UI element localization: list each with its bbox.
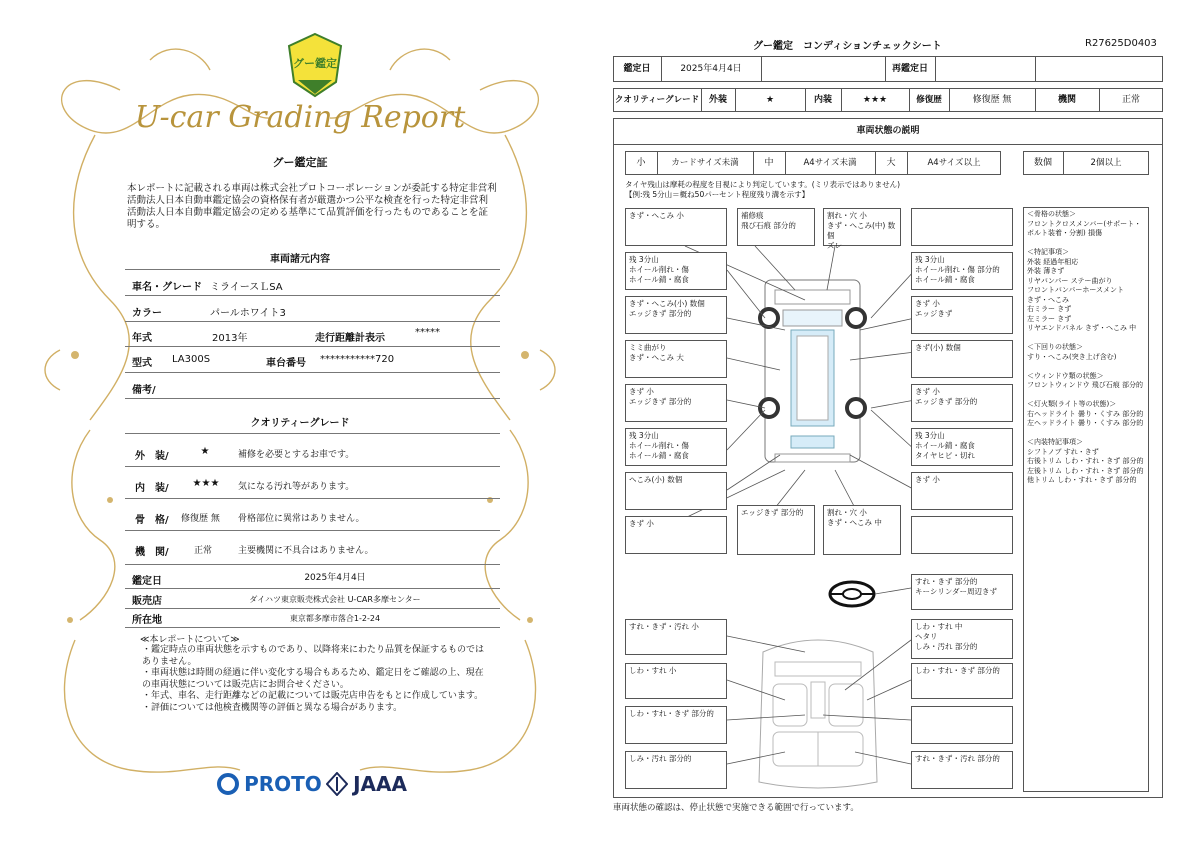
interior-note: しみ・汚れ 部分的 <box>625 751 727 789</box>
exterior-note: 残 3分山 ホイール削れ・傷 部分的 ホイール錆・腐食 <box>911 252 1013 290</box>
side-notes: ＜骨格の状態＞ フロントクロスメンバー(サポート・ボルト装着・分割) 損傷 ＜特記事項＞ 外装 経過年相応 外装 薄きず リヤバンパー ステー曲がり フロントバンパーホースメント きず・へこみ 右ミラー きず 左ミラー きず リヤエンドパネル きず・へこみ 中 ＜下回りの状態＞ すり・へこみ(突き上げ含む) ＜ウィンドウ類の状態＞ フロントウィンドウ 飛び石痕 部分的 ＜灯火類(ライト等の状態)＞ 右ヘッドライト 曇り・くすみ 部分的 左ヘッドライト 曇り・くすみ 部分的 ＜内装特記事項＞ シフトノブ すれ・きず 右後トリム しわ・すれ・きず 部分的 左後トリム しわ・すれ・きず 部分的 他トリム しわ・すれ・きず 部分的 <box>1023 207 1149 792</box>
repair-value: 修復歴 無 <box>972 95 1012 105</box>
color-value: パールホワイト3 <box>210 308 286 319</box>
note-item: ・車両状態は時間の経過に伴い変化する場合もあるため、鑑定日をご確認の上、現在の車両状態については販売店にお問合せください。 <box>142 668 484 690</box>
divider <box>125 372 500 373</box>
proto-logo: PROTO <box>217 772 322 796</box>
tire-example: 【例:残 5分山＝概ね50パーセント程度残り溝を示す】 <box>625 190 810 199</box>
remarks-label: 備考/ <box>132 385 156 396</box>
badge-label: グー鑑定 <box>293 57 337 70</box>
model-value: LA300S <box>172 354 211 365</box>
exterior-value: ★ <box>765 95 775 105</box>
legend-count-desc: 2個以上 <box>1090 158 1122 168</box>
notes-heading: ≪本レポートについて≫ <box>140 635 240 645</box>
sheet-title: グー鑑定 コンディションチェックシート <box>753 41 942 52</box>
note-item: ・評価については他検査機関等の評価と異なる場合があります。 <box>142 702 403 713</box>
jaaa-mark-icon <box>326 772 348 796</box>
name-value: ミライースＬSA <box>210 282 283 293</box>
exterior-label: 外装 <box>708 95 727 105</box>
quality-grade: 正常 <box>194 546 213 556</box>
tire-note: タイヤ残山は摩耗の程度を目視により判定しています。(ミリ表示ではありません) <box>625 180 901 189</box>
address-value: 東京都多摩市落合1-2-24 <box>289 614 381 623</box>
mileage-value: ***** <box>415 327 440 338</box>
address-label: 所在地 <box>132 615 162 626</box>
engine-value: 正常 <box>1121 95 1140 105</box>
divider <box>125 530 500 531</box>
exterior-note: 割れ・穴 小 きず・へこみ(中) 数個 ズレ <box>823 208 901 246</box>
interior-note: すれ・きず・汚れ 小 <box>625 619 727 655</box>
exterior-note: きず・へこみ 小 <box>625 208 727 246</box>
spec-heading: 車両諸元内容 <box>270 254 330 265</box>
model-label: 型式 <box>132 358 152 369</box>
proto-mark-icon <box>217 772 239 796</box>
quality-label: 外 装/ <box>135 451 169 462</box>
interior-note: すれ・きず 部分的 キーシリンダー周辺きず <box>911 574 1013 610</box>
legend-large: 大 <box>886 158 896 168</box>
quality-grade: ★ <box>200 446 210 457</box>
divider <box>125 564 500 565</box>
date-label: 鑑定日 <box>132 576 162 587</box>
condition-heading: 車両状態の説明 <box>856 126 920 136</box>
date-value: 2025年4月4日 <box>304 573 366 583</box>
quality-heading: クオリティーグレード <box>250 418 350 429</box>
exterior-note: 残 3分山 ホイール削れ・傷 ホイール錆・腐食 <box>625 428 727 466</box>
quality-label: 骨 格/ <box>135 515 169 526</box>
divider <box>125 627 500 628</box>
legend-mid-desc: A4サイズ未満 <box>803 158 857 168</box>
quality-label: 内 装/ <box>135 483 169 494</box>
quality-desc: 補修を必要とするお車です。 <box>238 450 355 460</box>
exterior-note: 残 3分山 ホイール削れ・傷 ホイール錆・腐食 <box>625 252 727 290</box>
exterior-note: ミミ曲がり きず・へこみ 大 <box>625 340 727 378</box>
legend-small-desc: カードサイズ未満 <box>671 158 739 168</box>
divider <box>125 269 500 270</box>
dealer-value: ダイハツ東京販売株式会社 U-CAR多摩センター <box>249 595 421 604</box>
mileage-label: 走行距離計表示 <box>315 333 385 344</box>
quality-desc: 骨格部位に異常はありません。 <box>238 514 365 524</box>
interior-value: ★★★ <box>862 95 888 105</box>
divider <box>125 466 500 467</box>
quality-grade: ★★★ <box>192 478 220 489</box>
quality-label: 機 関/ <box>135 547 169 558</box>
dealer-label: 販売店 <box>132 596 162 607</box>
note-item: ・年式、車名、走行距離などの記載については販売店申告をもとに作成しています。 <box>142 691 484 701</box>
repair-label: 修復歴 <box>916 95 942 105</box>
jaaa-logo: JAAA <box>326 772 407 796</box>
name-label: 車名・グレード <box>132 282 202 293</box>
exterior-note: きず 小 <box>625 516 727 554</box>
quality-desc: 気になる汚れ等があります。 <box>238 482 355 492</box>
exterior-note: きず 小 エッジきず 部分的 <box>911 384 1013 422</box>
interior-note: しわ・すれ・きず 部分的 <box>911 663 1013 699</box>
exterior-note: きず・へこみ(小) 数個 エッジきず 部分的 <box>625 296 727 334</box>
legend-large-desc: A4サイズ以上 <box>927 158 981 168</box>
exterior-note: エッジきず 部分的 <box>737 505 815 555</box>
divider <box>125 433 500 434</box>
certificate-heading: グー鑑定証 <box>272 156 328 169</box>
exterior-note: 補修痕 飛び石痕 部分的 <box>737 208 815 246</box>
exterior-note: きず 小 エッジきず <box>911 296 1013 334</box>
exterior-note: 残 3分山 ホイール錆・腐食 タイヤヒビ・切れ <box>911 428 1013 466</box>
date-value: 2025年4月4日 <box>680 64 742 74</box>
engine-label: 機関 <box>1057 95 1076 105</box>
exterior-note: きず 小 エッジきず 部分的 <box>625 384 727 422</box>
script-title: U-car Grading Report <box>134 100 466 135</box>
exterior-note: へこみ(小) 数個 <box>625 472 727 510</box>
divider <box>125 295 500 296</box>
redate-label: 再鑑定日 <box>891 64 928 74</box>
exterior-note: きず 小 <box>911 472 1013 510</box>
chassis-label: 車台番号 <box>266 358 306 369</box>
exterior-note: 割れ・穴 小 きず・へこみ 中 <box>823 505 901 555</box>
sheet-code: R27625D0403 <box>1085 38 1157 49</box>
sheet-footer: 車両状態の確認は、停止状態で実施できる範囲で行っています。 <box>613 803 859 813</box>
divider <box>125 498 500 499</box>
note-item: ・鑑定時点の車両状態を示すものであり、以降将来にわたり品質を保証するものではありません。 <box>142 645 485 667</box>
grade-label: クオリティーグレード <box>614 95 700 105</box>
divider <box>125 321 500 322</box>
quality-grade: 修復歴 無 <box>181 514 220 524</box>
date-label: 鑑定日 <box>623 64 651 74</box>
year-value: 2013年 <box>212 333 248 344</box>
exterior-note: きず(小) 数個 <box>911 340 1013 378</box>
interior-note: すれ・きず・汚れ 部分的 <box>911 751 1013 789</box>
interior-label: 内装 <box>813 95 832 105</box>
interior-note: しわ・すれ 小 <box>625 663 727 699</box>
divider <box>125 608 500 609</box>
divider <box>125 346 500 347</box>
condition-check-sheet <box>605 0 1200 848</box>
interior-note: しわ・すれ 中 ヘタリ しみ・汚れ 部分的 <box>911 619 1013 659</box>
legend-small: 小 <box>636 158 646 168</box>
legend-count: 数個 <box>1033 158 1052 168</box>
quality-desc: 主要機関に不具合はありません。 <box>238 546 374 556</box>
legend-mid: 中 <box>764 158 774 168</box>
interior-note: しわ・すれ・きず 部分的 <box>625 706 727 744</box>
divider <box>125 398 500 399</box>
chassis-value: ***********720 <box>320 354 395 365</box>
divider <box>125 588 500 589</box>
year-label: 年式 <box>132 333 152 344</box>
interior-note <box>911 706 1013 744</box>
color-label: カラー <box>132 308 162 319</box>
certificate-intro: 本レポートに記載される車両は株式会社プロトコーポレーションが委託する特定非営利活動法人日本自動車鑑定協会の資格保有者が厳選かつ公平な検査を行った特定非営利活動法人日本自動車鑑定協会の定める基準にて品質評価を行ったものであることを証明する。 <box>127 183 497 230</box>
notes-list <box>142 645 487 714</box>
